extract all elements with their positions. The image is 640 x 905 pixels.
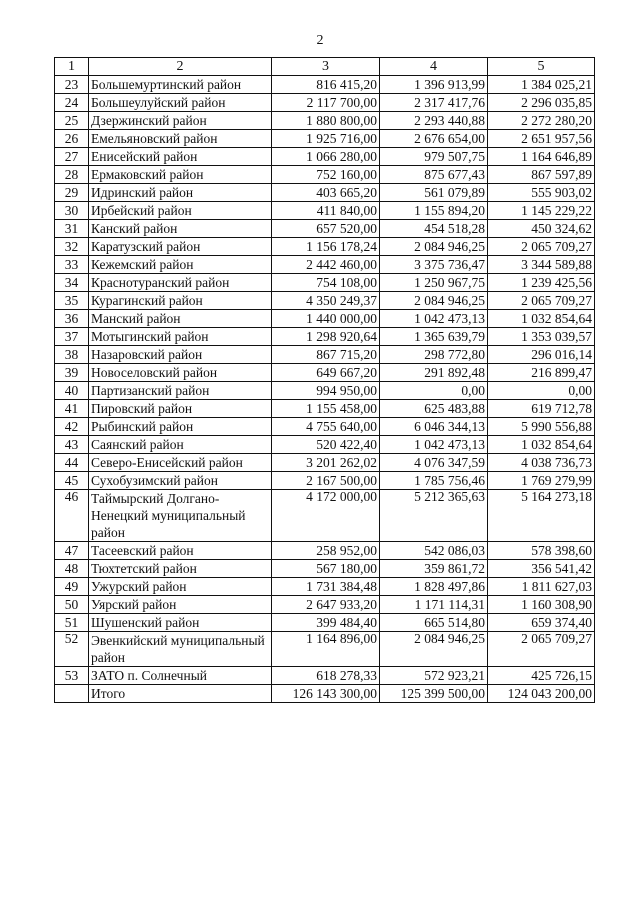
header-cell: 1 — [55, 58, 89, 76]
value-col3: 657 520,00 — [272, 220, 380, 238]
value-col5: 450 324,62 — [488, 220, 595, 238]
value-col5: 1 239 425,56 — [488, 274, 595, 292]
value-col5: 659 374,40 — [488, 614, 595, 632]
value-col4: 2 676 654,00 — [380, 130, 488, 148]
value-col3: 4 350 249,37 — [272, 292, 380, 310]
table-row — [55, 328, 595, 346]
value-col3: 1 066 280,00 — [272, 148, 380, 166]
value-col5: 4 038 736,73 — [488, 454, 595, 472]
allocation-table — [54, 57, 595, 703]
row-number: 27 — [55, 148, 89, 166]
value-col4: 1 042 473,13 — [380, 310, 488, 328]
district-name: Кежемский район — [89, 256, 272, 274]
value-col3: 2 167 500,00 — [272, 472, 380, 490]
value-col4: 1 785 756,46 — [380, 472, 488, 490]
row-number: 53 — [55, 667, 89, 685]
row-number: 35 — [55, 292, 89, 310]
table-row — [55, 436, 595, 454]
row-number: 24 — [55, 94, 89, 112]
value-col4: 979 507,75 — [380, 148, 488, 166]
district-name: Дзержинский район — [89, 112, 272, 130]
district-name: Ермаковский район — [89, 166, 272, 184]
value-col3: 1 298 920,64 — [272, 328, 380, 346]
value-col5: 216 899,47 — [488, 364, 595, 382]
table-row — [55, 364, 595, 382]
value-col4: 2 293 440,88 — [380, 112, 488, 130]
district-name: Сухобузимский район — [89, 472, 272, 490]
table-row — [55, 274, 595, 292]
district-name: Тюхтетский район — [89, 560, 272, 578]
district-name: Ирбейский район — [89, 202, 272, 220]
value-col5: 356 541,42 — [488, 560, 595, 578]
row-number: 26 — [55, 130, 89, 148]
value-col5: 5 164 273,18 — [488, 490, 595, 542]
value-col3: 520 422,40 — [272, 436, 380, 454]
value-col3: 2 117 700,00 — [272, 94, 380, 112]
row-number: 43 — [55, 436, 89, 454]
value-col5: 1 353 039,57 — [488, 328, 595, 346]
table-row — [55, 166, 595, 184]
value-col4: 2 084 946,25 — [380, 292, 488, 310]
district-name: Большеулуйский район — [89, 94, 272, 112]
row-number: 51 — [55, 614, 89, 632]
district-name: Северо-Енисейский район — [89, 454, 272, 472]
value-col4: 1 042 473,13 — [380, 436, 488, 454]
value-col3: 1 164 896,00 — [272, 632, 380, 667]
district-name: Эвенкийский муниципальный район — [89, 632, 272, 667]
district-name: Партизанский район — [89, 382, 272, 400]
total-label: Итого — [89, 685, 272, 703]
value-col4: 875 677,43 — [380, 166, 488, 184]
table-row — [55, 310, 595, 328]
value-col5: 2 065 709,27 — [488, 292, 595, 310]
total-row-number-cell — [55, 685, 89, 703]
header-cell: 4 — [380, 58, 488, 76]
table-row — [55, 130, 595, 148]
value-col4: 2 084 946,25 — [380, 238, 488, 256]
district-name: Идринский район — [89, 184, 272, 202]
value-col3: 567 180,00 — [272, 560, 380, 578]
district-name: Саянский район — [89, 436, 272, 454]
value-col4: 2 317 417,76 — [380, 94, 488, 112]
district-name: Таймырский Долгано-Ненецкий муниципальный район — [89, 490, 272, 542]
row-number: 32 — [55, 238, 89, 256]
district-name: Емельяновский район — [89, 130, 272, 148]
value-col3: 752 160,00 — [272, 166, 380, 184]
district-name: Мотыгинский район — [89, 328, 272, 346]
value-col3: 2 647 933,20 — [272, 596, 380, 614]
district-name: Шушенский район — [89, 614, 272, 632]
value-col3: 258 952,00 — [272, 542, 380, 560]
value-col4: 1 250 967,75 — [380, 274, 488, 292]
value-col3: 399 484,40 — [272, 614, 380, 632]
table-row — [55, 346, 595, 364]
value-col4: 665 514,80 — [380, 614, 488, 632]
value-col3: 4 172 000,00 — [272, 490, 380, 542]
value-col3: 411 840,00 — [272, 202, 380, 220]
value-col4: 561 079,89 — [380, 184, 488, 202]
table-row — [55, 632, 595, 667]
value-col3: 1 155 458,00 — [272, 400, 380, 418]
header-cell: 5 — [488, 58, 595, 76]
value-col5: 0,00 — [488, 382, 595, 400]
row-number: 45 — [55, 472, 89, 490]
page-number: 2 — [316, 33, 324, 48]
row-number: 40 — [55, 382, 89, 400]
total-row — [55, 685, 595, 703]
value-col5: 296 016,14 — [488, 346, 595, 364]
district-name: Рыбинский район — [89, 418, 272, 436]
value-col5: 3 344 589,88 — [488, 256, 595, 274]
header-cell: 2 — [89, 58, 272, 76]
district-name: Канский район — [89, 220, 272, 238]
district-name: Курагинский район — [89, 292, 272, 310]
value-col3: 649 667,20 — [272, 364, 380, 382]
row-number: 30 — [55, 202, 89, 220]
value-col5: 1 145 229,22 — [488, 202, 595, 220]
table-row — [55, 112, 595, 130]
table-row — [55, 490, 595, 542]
table-row — [55, 238, 595, 256]
table-row — [55, 184, 595, 202]
value-col3: 1 731 384,48 — [272, 578, 380, 596]
row-number: 47 — [55, 542, 89, 560]
value-col5: 2 296 035,85 — [488, 94, 595, 112]
value-col5: 555 903,02 — [488, 184, 595, 202]
value-col4: 1 396 913,99 — [380, 76, 488, 94]
row-number: 25 — [55, 112, 89, 130]
value-col3: 816 415,20 — [272, 76, 380, 94]
table-row — [55, 256, 595, 274]
value-col3: 1 440 000,00 — [272, 310, 380, 328]
value-col5: 1 811 627,03 — [488, 578, 595, 596]
table-row — [55, 400, 595, 418]
row-number: 42 — [55, 418, 89, 436]
district-name: Ужурский район — [89, 578, 272, 596]
value-col4: 359 861,72 — [380, 560, 488, 578]
row-number: 31 — [55, 220, 89, 238]
total-col4: 125 399 500,00 — [380, 685, 488, 703]
row-number: 39 — [55, 364, 89, 382]
value-col4: 0,00 — [380, 382, 488, 400]
value-col5: 1 164 646,89 — [488, 148, 595, 166]
table-row — [55, 292, 595, 310]
row-number: 34 — [55, 274, 89, 292]
value-col4: 5 212 365,63 — [380, 490, 488, 542]
district-name: Уярский район — [89, 596, 272, 614]
value-col4: 298 772,80 — [380, 346, 488, 364]
district-name: Краснотуранский район — [89, 274, 272, 292]
value-col3: 1 156 178,24 — [272, 238, 380, 256]
row-number: 36 — [55, 310, 89, 328]
district-name: Манский район — [89, 310, 272, 328]
row-number: 46 — [55, 490, 89, 542]
total-col3: 126 143 300,00 — [272, 685, 380, 703]
value-col4: 1 365 639,79 — [380, 328, 488, 346]
value-col5: 2 651 957,56 — [488, 130, 595, 148]
row-number: 48 — [55, 560, 89, 578]
table-row — [55, 578, 595, 596]
header-cell: 3 — [272, 58, 380, 76]
value-col3: 2 442 460,00 — [272, 256, 380, 274]
value-col3: 1 925 716,00 — [272, 130, 380, 148]
value-col5: 1 032 854,64 — [488, 310, 595, 328]
value-col4: 3 375 736,47 — [380, 256, 488, 274]
value-col4: 2 084 946,25 — [380, 632, 488, 667]
table-row — [55, 148, 595, 166]
value-col4: 1 155 894,20 — [380, 202, 488, 220]
value-col3: 618 278,33 — [272, 667, 380, 685]
district-name: Тасеевский район — [89, 542, 272, 560]
row-number: 33 — [55, 256, 89, 274]
row-number: 50 — [55, 596, 89, 614]
value-col4: 4 076 347,59 — [380, 454, 488, 472]
value-col4: 454 518,28 — [380, 220, 488, 238]
district-name: Пировский район — [89, 400, 272, 418]
value-col5: 1 769 279,99 — [488, 472, 595, 490]
value-col5: 578 398,60 — [488, 542, 595, 560]
row-number: 41 — [55, 400, 89, 418]
row-number: 52 — [55, 632, 89, 667]
row-number: 49 — [55, 578, 89, 596]
value-col5: 1 384 025,21 — [488, 76, 595, 94]
district-name: Каратузский район — [89, 238, 272, 256]
value-col5: 2 272 280,20 — [488, 112, 595, 130]
value-col3: 4 755 640,00 — [272, 418, 380, 436]
value-col4: 1 171 114,31 — [380, 596, 488, 614]
value-col5: 2 065 709,27 — [488, 632, 595, 667]
value-col5: 619 712,78 — [488, 400, 595, 418]
row-number: 23 — [55, 76, 89, 94]
table-row — [55, 614, 595, 632]
value-col4: 542 086,03 — [380, 542, 488, 560]
table-row — [55, 472, 595, 490]
value-col5: 2 065 709,27 — [488, 238, 595, 256]
value-col5: 5 990 556,88 — [488, 418, 595, 436]
value-col4: 1 828 497,86 — [380, 578, 488, 596]
value-col5: 1 032 854,64 — [488, 436, 595, 454]
value-col4: 572 923,21 — [380, 667, 488, 685]
table-row — [55, 596, 595, 614]
row-number: 37 — [55, 328, 89, 346]
table-row — [55, 94, 595, 112]
district-name: Енисейский район — [89, 148, 272, 166]
table-row — [55, 418, 595, 436]
value-col3: 867 715,20 — [272, 346, 380, 364]
table-row — [55, 202, 595, 220]
value-col3: 3 201 262,02 — [272, 454, 380, 472]
district-name: Назаровский район — [89, 346, 272, 364]
table-row — [55, 542, 595, 560]
row-number: 29 — [55, 184, 89, 202]
table-row — [55, 382, 595, 400]
table-row — [55, 76, 595, 94]
row-number: 38 — [55, 346, 89, 364]
table-row — [55, 220, 595, 238]
value-col5: 867 597,89 — [488, 166, 595, 184]
value-col3: 403 665,20 — [272, 184, 380, 202]
value-col4: 6 046 344,13 — [380, 418, 488, 436]
district-name: ЗАТО п. Солнечный — [89, 667, 272, 685]
table-row — [55, 454, 595, 472]
district-name: Новоселовский район — [89, 364, 272, 382]
table-row — [55, 667, 595, 685]
value-col3: 994 950,00 — [272, 382, 380, 400]
value-col4: 291 892,48 — [380, 364, 488, 382]
value-col3: 754 108,00 — [272, 274, 380, 292]
table-header-row — [55, 58, 595, 76]
district-name: Большемуртинский район — [89, 76, 272, 94]
value-col4: 625 483,88 — [380, 400, 488, 418]
row-number: 28 — [55, 166, 89, 184]
row-number: 44 — [55, 454, 89, 472]
table-row — [55, 560, 595, 578]
value-col5: 1 160 308,90 — [488, 596, 595, 614]
total-col5: 124 043 200,00 — [488, 685, 595, 703]
value-col3: 1 880 800,00 — [272, 112, 380, 130]
value-col5: 425 726,15 — [488, 667, 595, 685]
